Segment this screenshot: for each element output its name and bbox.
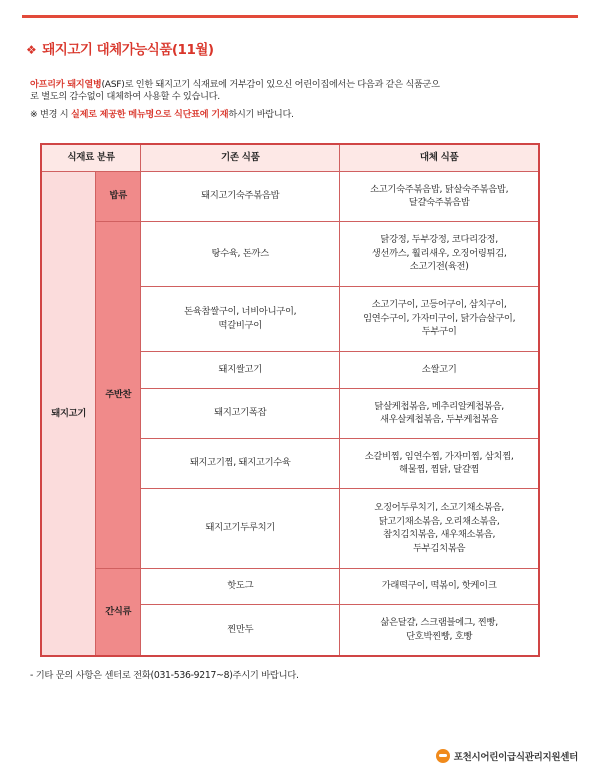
- group-main: 주반찬: [96, 221, 141, 568]
- center-logo: [436, 749, 578, 763]
- substitute-food-line: 생선까스, 훨리새우, 오징어링튀김,: [371, 247, 507, 259]
- substitute-food-line: 오징어두루치기, 소고기채소볶음,: [374, 502, 504, 513]
- diamond-bullet-icon: ❖: [26, 43, 37, 57]
- original-food-line: 핫도그: [227, 580, 254, 592]
- substitute-food-line: 삶은달걀, 스크램블에그, 찐빵,: [380, 617, 498, 629]
- substitute-food-line: 닭강정, 두부강정, 코다리강정,: [380, 234, 498, 246]
- change-note: [30, 106, 294, 120]
- header-original: 기존 식품: [141, 144, 340, 171]
- original-food: [141, 568, 340, 604]
- table-row: [41, 568, 539, 604]
- substitute-food-line: 참치김치볶음, 새우채소볶음,: [383, 529, 496, 540]
- intro-line2: 로 별도의 감수없이 대체하여 사용할 수 있습니다.: [30, 91, 220, 102]
- table-row: [41, 171, 539, 221]
- intro-highlight: 아프리카 돼지열병: [30, 79, 102, 90]
- top-rule: [22, 15, 578, 18]
- header-category: 식재료 분류: [41, 144, 141, 171]
- original-food-line: 떡갈비구이: [218, 319, 262, 331]
- substitute-food: [340, 388, 539, 438]
- original-food: [141, 388, 340, 438]
- original-food-line: 돼지고기폭잡: [214, 407, 267, 419]
- substitute-food-line: 닭살케첩볶음, 메추리알케첩볶음,: [374, 400, 504, 412]
- original-food-line: 돼지고기찜, 돼지고기수육: [189, 457, 291, 469]
- group-rice: 밥류: [96, 171, 141, 221]
- substitute-food-line: 소쌀고기: [421, 363, 457, 375]
- intro-paragraph: [30, 79, 570, 103]
- header-substitute: 대체 식품: [340, 144, 539, 171]
- substitute-food: [340, 351, 539, 388]
- substitute-food-line: 새우살케첩볶음, 두부케첩볶음: [380, 414, 499, 425]
- table-row: [41, 221, 539, 286]
- substitute-food-line: 달걀숙주볶음밥: [408, 197, 470, 208]
- substitute-food-line: 소고기구이, 고등어구이, 삼치구이,: [371, 299, 507, 311]
- substitute-table: [40, 143, 540, 657]
- page-title: [26, 38, 214, 58]
- original-food-line: 탕수육, 돈까스: [211, 247, 269, 259]
- substitute-food-line: 소갈비찜, 임연수찜, 가자미찜, 삼치찜,: [364, 450, 514, 462]
- original-food: [141, 221, 340, 286]
- substitute-food: [340, 604, 539, 656]
- substitute-food: [340, 221, 539, 286]
- substitute-food-line: 두부김치볶음: [413, 542, 466, 554]
- original-food: [141, 488, 340, 568]
- substitute-food: [340, 171, 539, 221]
- note-suffix: 하시기 바랍니다.: [228, 109, 294, 120]
- substitute-food-line: 닭고기채소볶음, 오리채소볶음,: [378, 515, 500, 527]
- note-highlight: 실제로 제공한 메뉴명으로 식단표에 기재: [71, 109, 229, 120]
- substitute-food-line: 두부구이: [421, 326, 457, 338]
- note-prefix: ※ 변경 시: [30, 109, 71, 120]
- original-food-line: 돼지쌀고기: [218, 363, 262, 375]
- intro-line1: (ASF)로 인한 돼지고기 식재료에 거부감이 있으신 어린이집에서는 다음과 같은 식품군으: [101, 79, 440, 90]
- substitute-food-line: 해물찜, 찜닭, 달걀찜: [399, 464, 480, 475]
- original-food: [141, 604, 340, 656]
- center-name: 포천시어린이급식관리지원센터: [453, 752, 578, 763]
- contact-footnote: - 기타 문의 사항은 센터로 전화(031-536-9217~8)주시기 바랍니다.: [30, 670, 299, 681]
- center-logo-icon: [436, 749, 450, 763]
- substitute-food: [340, 488, 539, 568]
- original-food-line: 돼지고기숙주볶음밥: [201, 190, 280, 202]
- substitute-food: [340, 438, 539, 488]
- original-food-line: 돼지고기두루치기: [205, 522, 275, 534]
- original-food-line: 돈육참쌀구이, 너비아니구이,: [184, 306, 297, 317]
- substitute-food-line: 소고기전(육전): [409, 261, 469, 273]
- page-title-text: 돼지고기 대체가능식품(11월): [42, 42, 214, 58]
- original-food: [141, 171, 340, 221]
- original-food-line: 찐만두: [227, 624, 254, 635]
- category-cell: 돼지고기: [41, 171, 96, 656]
- substitute-food-line: 단호박찐빵, 호빵: [406, 630, 473, 642]
- substitute-food: [340, 286, 539, 351]
- substitute-food: [340, 568, 539, 604]
- original-food: [141, 438, 340, 488]
- original-food: [141, 351, 340, 388]
- table-header-row: [41, 144, 539, 171]
- original-food: [141, 286, 340, 351]
- substitute-food-line: 가래떡구이, 떡볶이, 핫케이크: [381, 580, 497, 592]
- group-snack: 간식류: [96, 568, 141, 656]
- substitute-food-line: 임연수구이, 가자미구이, 닭가슴살구이,: [363, 312, 516, 324]
- substitute-food-line: 소고기숙주볶음밥, 닭살숙주볶음밥,: [370, 183, 509, 195]
